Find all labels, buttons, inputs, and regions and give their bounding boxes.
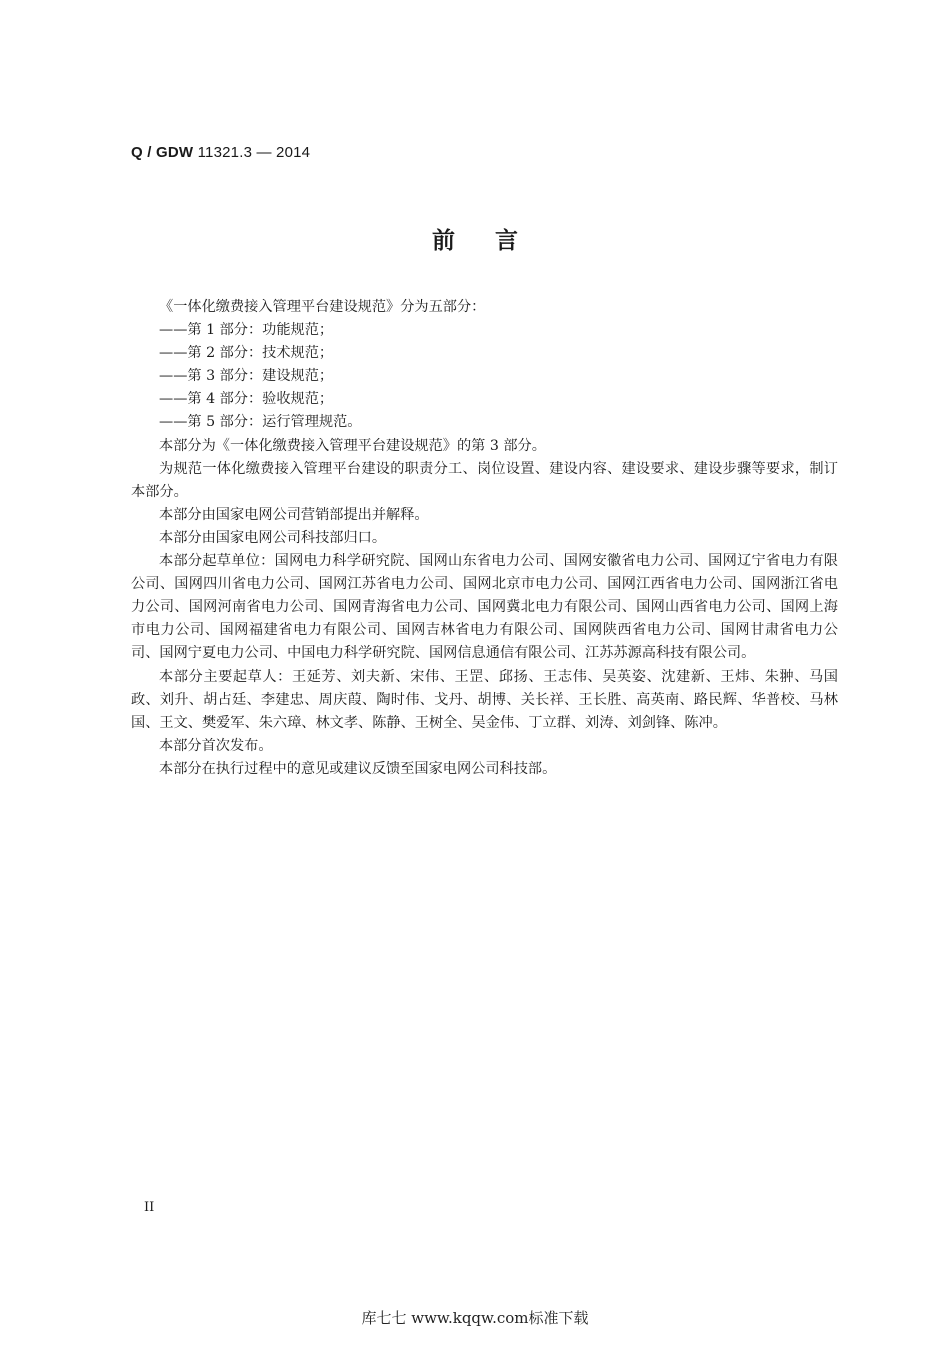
paragraph-part-statement: 本部分为《一体化缴费接入管理平台建设规范》的第 3 部分。 bbox=[159, 437, 546, 454]
paragraph-centralizer: 本部分由国家电网公司科技部归口。 bbox=[159, 529, 387, 546]
paragraph-drafting-units: 本部分起草单位：国网电力科学研究院、国网山东省电力公司、国网安徽省电力公司、国网辽宁省电力有限公司、国网四川省电力公司、国网江苏省电力公司、国网北京市电力公司、国网江西省电力公司、国网浙江省电力公司、国网河南省电力公司、国网青海省电力公司、国网冀北电力有限公司、国网山西省电力公司、国网上海市电力公司、国网福建省电力有限公司、国网吉林省电力有限公司、国网陕西省电力公司、国网甘肃省电力公司、国网宁夏电力公司、中国电力科学研究院、国网信息通信有限公司、江苏苏源高科技有限公司。 bbox=[131, 553, 838, 662]
list-item: ——第 4 部分：验收规范； bbox=[159, 391, 334, 408]
page-number: II bbox=[144, 1200, 155, 1215]
paragraph-proposer: 本部分由国家电网公司营销部提出并解释。 bbox=[159, 506, 429, 523]
page-title: 前言 bbox=[432, 228, 558, 254]
list-item: ——第 2 部分：技术规范； bbox=[159, 345, 334, 362]
footer-watermark: 库七七 www.kqqw.com标准下载 bbox=[361, 1309, 589, 1327]
list-item: ——第 1 部分：功能规范； bbox=[159, 322, 334, 339]
paragraph-first-release: 本部分首次发布。 bbox=[159, 737, 273, 754]
paragraph-intro: 《一体化缴费接入管理平台建设规范》分为五部分： bbox=[159, 299, 486, 315]
foreword-body bbox=[131, 296, 838, 781]
list-item: ——第 5 部分：运行管理规范。 bbox=[159, 414, 362, 431]
paragraph-purpose: 为规范一体化缴费接入管理平台建设的职责分工、岗位设置、建设内容、建设要求、建设步骤等要求，制订本部分。 bbox=[131, 460, 838, 500]
paragraph-feedback: 本部分在执行过程中的意见或建议反馈至国家电网公司科技部。 bbox=[159, 760, 557, 777]
standard-year: 11321.3 — 2014 bbox=[193, 144, 311, 161]
list-item: ——第 3 部分：建设规范； bbox=[159, 368, 334, 385]
standard-number bbox=[131, 144, 310, 161]
paragraph-drafters: 本部分主要起草人：王延芳、刘夫新、宋伟、王罡、邱扬、王志伟、吴英姿、沈建新、王炜、朱翀、马国政、刘升、胡占廷、李建忠、周庆葭、陶时伟、戈丹、胡博、关长祥、王长胜、高英南、路民辉、华普校、马林国、王文、樊爱军、朱六璋、林文孝、陈静、王树全、吴金伟、丁立群、刘涛、刘剑锋、陈冲。 bbox=[131, 668, 838, 731]
standard-code: Q / GDW bbox=[131, 144, 194, 161]
